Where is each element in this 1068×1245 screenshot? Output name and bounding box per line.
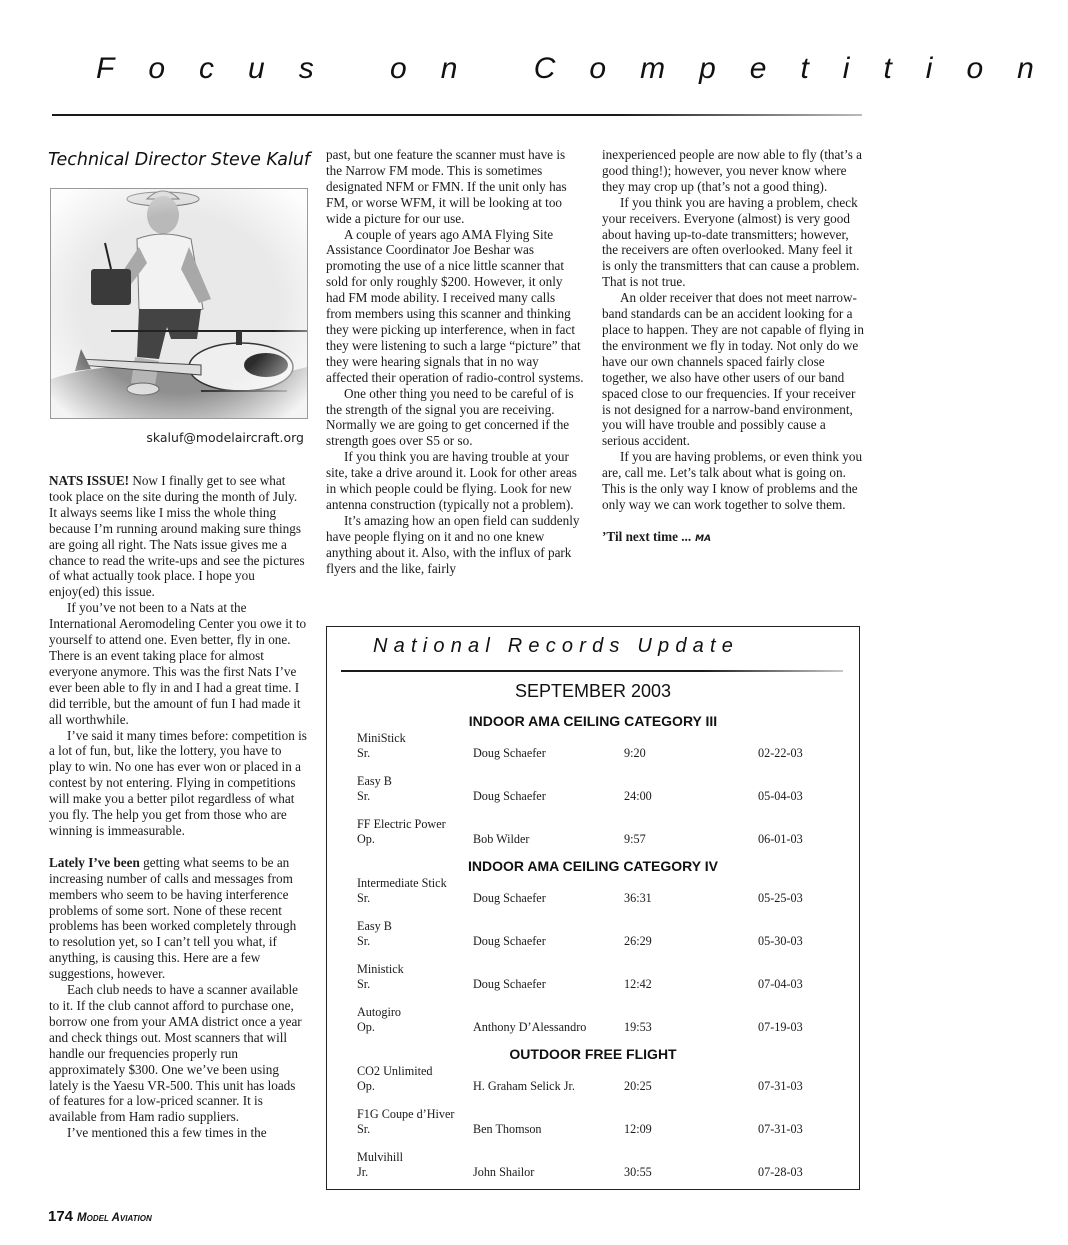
record-date: 05-04-03 (758, 789, 803, 803)
author-byline: Technical Director Steve Kaluf (48, 150, 311, 170)
records-divider (341, 670, 843, 672)
record-time: 26:29 (624, 934, 652, 948)
page-header-title: Focus on Competition (96, 52, 1068, 85)
paragraph (49, 855, 307, 982)
record-category-heading: INDOOR AMA CEILING CATEGORY IV (468, 858, 718, 874)
record-time: 19:53 (624, 1020, 652, 1034)
page-footer (48, 1208, 152, 1226)
record-date: 05-30-03 (758, 934, 803, 948)
record-time: 30:55 (624, 1165, 652, 1179)
record-class: Sr. (357, 789, 371, 803)
record-class: Sr. (357, 934, 371, 948)
record-event: Easy B (357, 774, 392, 788)
paragraph: A couple of years ago AMA Flying Site Assistance Coordinator Joe Beshar was promoting the use of a nice little scanner that sold for only roughly $200. However, it only had FM mode ability. I received many calls from members using this scanner and thinking they were picking up interference, when in fact they were listening to such a large “picture” that they were hearing signals that in no way affected their operation of radio-control systems. (326, 226, 584, 385)
record-date: 07-04-03 (758, 977, 803, 991)
signoff-text: ’Til next time ... (602, 528, 692, 544)
record-class: Op. (357, 832, 375, 846)
record-entry (357, 1064, 847, 1094)
article-column-3 (602, 147, 864, 548)
paragraph-text: Now I finally get to see what took place on the site during the month of July. It always seems like I miss the whole thing because I’m running around making sure things are going all right. The Nats issue gives me a chance to read the write-ups and see the pictures of what actually took place. I hope you enjoy(ed) this issue. (49, 473, 305, 600)
header-divider (52, 114, 862, 116)
record-time: 12:09 (624, 1122, 652, 1136)
record-holder: Doug Schaefer (473, 891, 546, 905)
record-date: 06-01-03 (758, 832, 803, 846)
paragraph: past, but one feature the scanner must have is the Narrow FM mode. This is sometimes designated NFM or FMN. If the unit only has FM, or worse WFM, it will be looking at too wide a picture for our use. (326, 147, 567, 226)
paragraph (49, 473, 307, 600)
article-column-2 (326, 147, 584, 576)
author-email[interactable]: skaluf@modelaircraft.org (146, 430, 304, 445)
record-category-heading: OUTDOOR FREE FLIGHT (509, 1046, 677, 1062)
record-class: Sr. (357, 891, 371, 905)
record-category-heading: INDOOR AMA CEILING CATEGORY III (468, 713, 718, 729)
record-holder: Doug Schaefer (473, 977, 546, 991)
record-event: FF Electric Power (357, 817, 446, 831)
record-holder: Anthony D’Alessandro (473, 1020, 587, 1034)
signoff (602, 529, 864, 548)
record-date: 02-22-03 (758, 746, 803, 760)
record-date: 05-25-03 (758, 891, 803, 905)
record-entry (357, 774, 847, 804)
record-entry (357, 1107, 847, 1137)
record-class: Sr. (357, 1122, 371, 1136)
paragraph-text: getting what seems to be an increasing number of calls and messages from members who seem to be having interference problems of some sort. None of these recent problems has been worked completely through to resolution yet, so I can’t tell you what, if anything, is causing this. Here are a few suggestions, however. (49, 854, 297, 982)
ma-end-mark: MA (695, 533, 712, 544)
record-time: 24:00 (624, 789, 652, 803)
record-time: 9:57 (624, 832, 646, 846)
page-number: 174 (48, 1208, 74, 1225)
record-entry (357, 876, 847, 906)
paragraph: I’ve said it many times before: competition is a lot of fun, but, like the lottery, you have to play to win. No one has ever won or placed in a contest by not entering. Flying in competitions will make you a better pilot regardless of what you fly. The help you get from those who are winning is immeasurable. (49, 727, 307, 838)
paragraph: One other thing you need to be careful of is the strength of the signal you are receiving. Normally we are going to get concerned if the strength goes over S5 or so. (326, 385, 574, 449)
record-time: 9:20 (624, 746, 646, 760)
paragraph: If you think you are having a problem, check your receivers. Everyone (almost) is very good about having up-to-date transmitters; however, the receivers are often overlooked. Many feel it is only the transmitters that can cause a problem. That is not true. (602, 194, 860, 290)
paragraph: If you think you are having trouble at your site, take a drive around it. Look for other areas in which people could be flying. Look for new antenna construction (typically not a problem). (326, 449, 577, 512)
record-holder: Doug Schaefer (473, 934, 546, 948)
record-holder: John Shailor (473, 1165, 535, 1179)
record-class: Op. (357, 1079, 375, 1093)
record-entry (357, 962, 847, 992)
paragraph-lead: Lately I’ve been (49, 854, 140, 870)
record-date: 07-31-03 (758, 1079, 803, 1093)
paragraph: Each club needs to have a scanner available to it. If the club cannot afford to purchase one, borrow one from your AMA district once a year and check things out. Most scanners that will handle our frequencies properly run approximately $300. One we’ve been using lately is the Yaesu VR-500. This unit has loads of features for a low-priced scanner. It is available from Ham radio suppliers. (49, 982, 302, 1125)
paragraph: An older receiver that does not meet narrow-band standards can be an accident looking for a place to happen. They are not capable of flying in the environment we fly in today. Not only do we have our own channels spaced fairly close together, we also have other users of our band spaced close to our frequencies. If your receiver is not designed for a narrow-band environment, you will have trouble and possibly cause a serious accident. (602, 290, 864, 449)
record-entry (357, 731, 847, 761)
record-event: Ministick (357, 962, 404, 976)
author-photo (50, 188, 308, 419)
paragraph: I’ve mentioned this a few times in the (67, 1125, 267, 1141)
magazine-name: Model Aviation (77, 1212, 152, 1224)
paragraph: inexperienced people are now able to fly (that’s a good thing!); however, you never know where they may crop up (that’s not a good thing). (602, 147, 862, 194)
national-records-box (326, 626, 860, 1190)
article-column-1 (49, 473, 307, 1141)
record-event: Autogiro (357, 1005, 402, 1019)
record-date: 07-28-03 (758, 1165, 803, 1179)
paragraph: If you’ve not been to a Nats at the International Aeromodeling Center you owe it to yourself to attend one. Even better, fly in one. There is an event taking place for almost everyone anymore. This was the first Nats I’ve ever been able to fly in and I had a great time. I did terrible, but the amount of fun I had made it all worthwhile. (49, 600, 307, 727)
record-event: Easy B (357, 919, 392, 933)
record-holder: Ben Thomson (473, 1122, 542, 1136)
record-event: MiniStick (357, 731, 406, 745)
record-entry (357, 919, 847, 949)
record-date: 07-31-03 (758, 1122, 803, 1136)
record-holder: Doug Schaefer (473, 746, 546, 760)
record-holder: Doug Schaefer (473, 789, 546, 803)
records-title: National Records Update (373, 635, 740, 657)
record-class: Sr. (357, 746, 371, 760)
record-event: Intermediate Stick (357, 876, 447, 890)
record-class: Jr. (357, 1165, 369, 1179)
paragraph: If you are having problems, or even think you are, call me. Let’s talk about what is going on. This is the only way I know of problems and the only way we can work together to solve them. (602, 449, 863, 512)
record-date: 07-19-03 (758, 1020, 803, 1034)
record-holder: H. Graham Selick Jr. (473, 1079, 575, 1093)
record-event: CO2 Unlimited (357, 1064, 433, 1078)
record-class: Sr. (357, 977, 371, 991)
paragraph: It’s amazing how an open field can suddenly have people flying on it and no one knew anything about it. Also, with the influx of park flyers and the like, fairly (326, 512, 580, 576)
record-class: Op. (357, 1020, 375, 1034)
record-entry (357, 1005, 847, 1035)
record-time: 12:42 (624, 977, 652, 991)
record-event: F1G Coupe d’Hiver (357, 1107, 455, 1121)
record-entry (357, 1150, 847, 1180)
record-time: 36:31 (624, 891, 652, 905)
record-entry (357, 817, 847, 847)
record-holder: Bob Wilder (473, 832, 530, 846)
paragraph-lead: NATS ISSUE! (49, 473, 130, 488)
record-time: 20:25 (624, 1079, 652, 1093)
records-month: SEPTEMBER 2003 (514, 681, 672, 701)
record-event: Mulvihill (357, 1150, 404, 1164)
